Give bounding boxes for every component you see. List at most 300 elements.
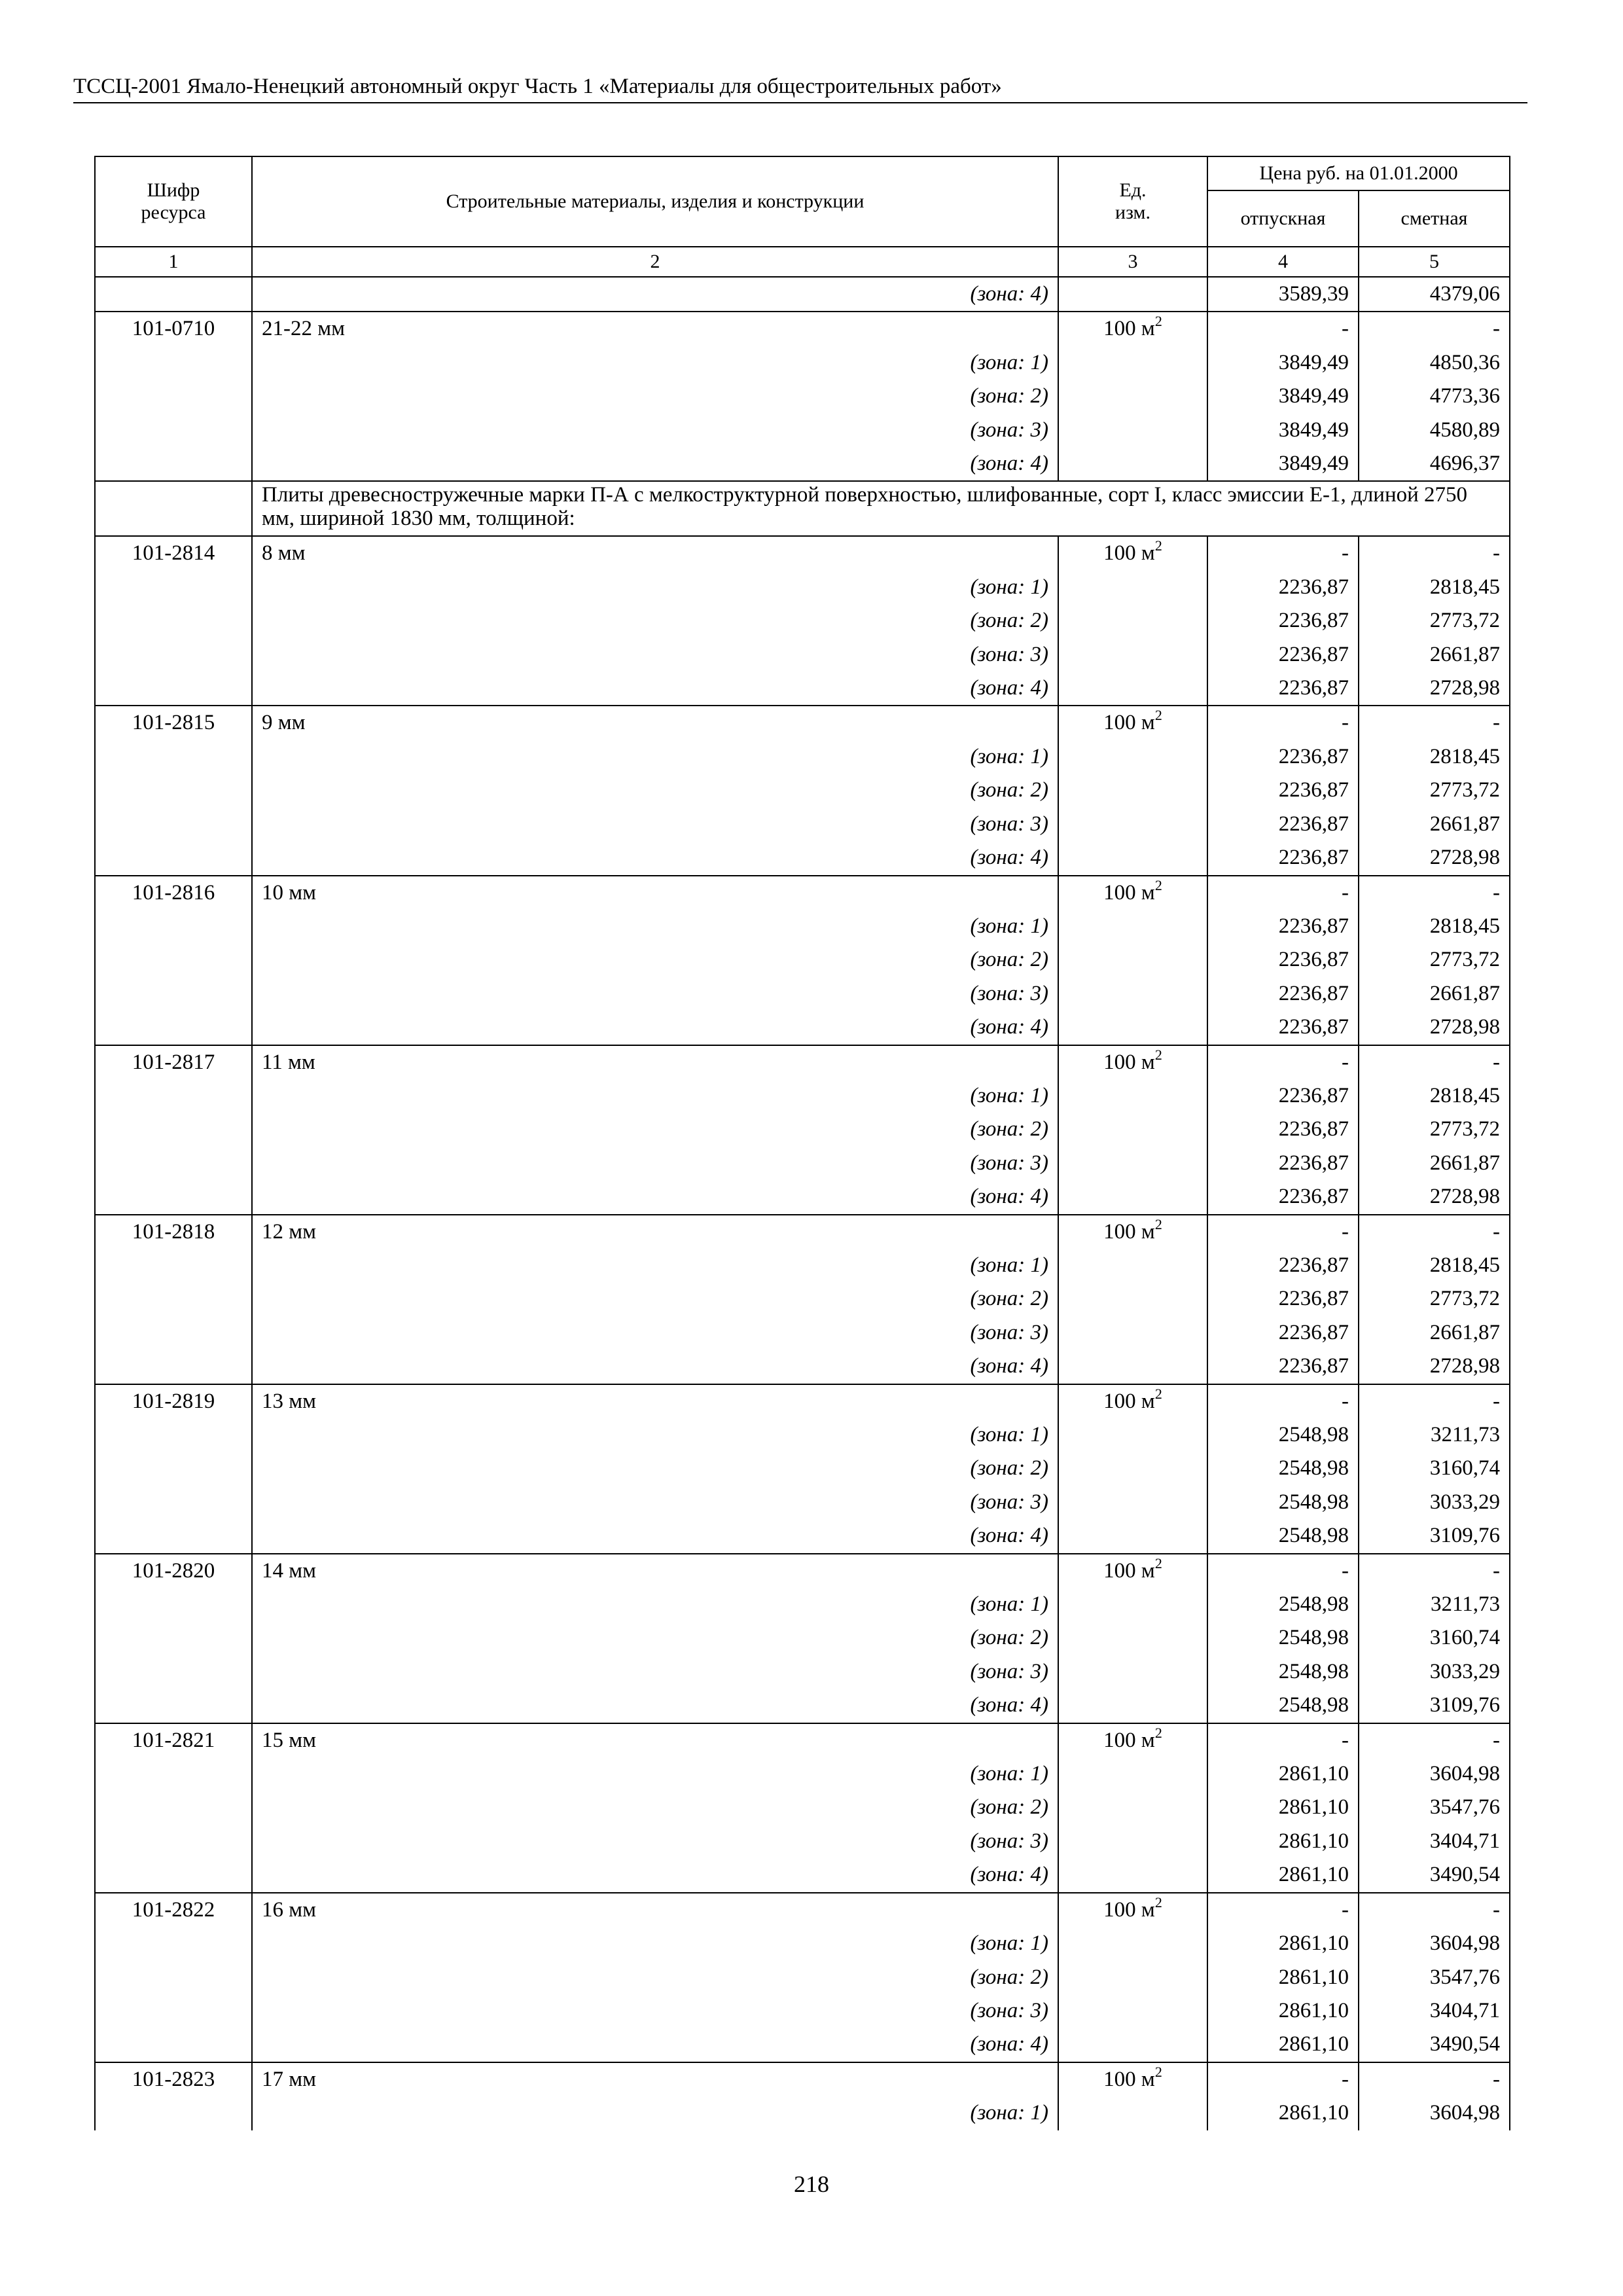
zone-cell: (зона: 2)	[252, 774, 1058, 807]
code-cell	[95, 1858, 252, 1892]
code-cell	[95, 346, 252, 380]
estimate-price-cell: 3547,76	[1359, 1791, 1510, 1824]
zone-cell: (зона: 2)	[252, 943, 1058, 977]
zone-row	[95, 841, 1510, 875]
zone-cell: (зона: 3)	[252, 1486, 1058, 1519]
release-price-cell: -	[1207, 1215, 1359, 1249]
code-cell	[95, 1689, 252, 1723]
code-cell: 101-2820	[95, 1554, 252, 1588]
unit-cell	[1058, 571, 1207, 604]
document-header: ТССЦ-2001 Ямало-Ненецкий автономный округ Часть 1 «Материалы для общестроительных работ»	[73, 73, 1527, 103]
zone-row	[95, 1282, 1510, 1316]
zone-row	[95, 1689, 1510, 1723]
code-cell	[95, 1621, 252, 1655]
estimate-price-cell: 2728,98	[1359, 1180, 1510, 1214]
zone-row	[95, 1927, 1510, 1960]
column-header-release-price: отпускная	[1207, 190, 1359, 247]
estimate-price-cell: 3490,54	[1359, 1858, 1510, 1892]
estimate-price-cell: -	[1359, 876, 1510, 910]
unit-cell	[1058, 740, 1207, 774]
unit-superscript: 2	[1154, 876, 1162, 893]
release-price-cell: 3849,49	[1207, 380, 1359, 413]
release-price-cell: 2236,87	[1207, 638, 1359, 672]
estimate-price-cell: -	[1359, 1045, 1510, 1079]
unit-cell	[1058, 1316, 1207, 1350]
estimate-price-cell: 2728,98	[1359, 1011, 1510, 1045]
code-cell	[95, 1316, 252, 1350]
estimate-price-cell: 2773,72	[1359, 774, 1510, 807]
estimate-price-cell: -	[1359, 1554, 1510, 1588]
zone-cell: (зона: 4)	[252, 1519, 1058, 1553]
release-price-cell: 2236,87	[1207, 943, 1359, 977]
table-body	[95, 277, 1510, 2130]
code-cell	[95, 977, 252, 1011]
zone-row	[95, 1011, 1510, 1045]
estimate-price-cell: 3490,54	[1359, 2028, 1510, 2062]
release-price-cell: 3849,49	[1207, 447, 1359, 481]
code-cell	[95, 1791, 252, 1824]
zone-cell: (зона: 3)	[252, 638, 1058, 672]
estimate-price-cell: 3033,29	[1359, 1655, 1510, 1689]
zone-cell: (зона: 4)	[252, 447, 1058, 481]
zone-cell: (зона: 4)	[252, 1689, 1058, 1723]
release-price-cell: 2548,98	[1207, 1452, 1359, 1485]
unit-superscript: 2	[1154, 537, 1162, 554]
estimate-price-cell: 3604,98	[1359, 1757, 1510, 1791]
unit-cell	[1058, 943, 1207, 977]
unit-cell	[1058, 604, 1207, 637]
release-price-cell: -	[1207, 876, 1359, 910]
code-cell	[95, 1588, 252, 1621]
unit-cell	[1058, 1621, 1207, 1655]
estimate-price-cell: 3211,73	[1359, 1418, 1510, 1452]
unit-cell	[1058, 1757, 1207, 1791]
item-row	[95, 1893, 1510, 1927]
code-cell	[95, 774, 252, 807]
zone-cell: (зона: 1)	[252, 1418, 1058, 1452]
unit-cell	[1058, 312, 1207, 346]
estimate-price-cell: 3109,76	[1359, 1519, 1510, 1553]
zone-cell: (зона: 3)	[252, 414, 1058, 447]
estimate-price-cell: 4696,37	[1359, 447, 1510, 481]
item-row	[95, 1554, 1510, 1588]
release-price-cell: 2548,98	[1207, 1621, 1359, 1655]
estimate-price-cell: 2773,72	[1359, 1113, 1510, 1146]
unit-superscript: 2	[1154, 1385, 1162, 1402]
unit-superscript: 2	[1154, 2063, 1162, 2080]
zone-cell: (зона: 4)	[252, 277, 1058, 312]
unit-cell	[1058, 2028, 1207, 2062]
estimate-price-cell: 3033,29	[1359, 1486, 1510, 1519]
code-cell: 101-2819	[95, 1384, 252, 1418]
zone-cell: (зона: 2)	[252, 1113, 1058, 1146]
item-row	[95, 1384, 1510, 1418]
zone-cell: (зона: 3)	[252, 1994, 1058, 2028]
estimate-price-cell: 4773,36	[1359, 380, 1510, 413]
unit-cell	[1058, 414, 1207, 447]
code-cell: 101-2821	[95, 1723, 252, 1757]
release-price-cell: -	[1207, 1723, 1359, 1757]
release-price-cell: 2236,87	[1207, 604, 1359, 637]
unit-cell	[1058, 1249, 1207, 1282]
zone-row	[95, 740, 1510, 774]
unit-text: 100 м	[1103, 880, 1155, 905]
estimate-price-cell: 2728,98	[1359, 672, 1510, 706]
release-price-cell: 2236,87	[1207, 977, 1359, 1011]
code-cell	[95, 1757, 252, 1791]
code-cell	[95, 604, 252, 637]
column-header-code: Шифр ресурса	[95, 156, 252, 247]
zone-row	[95, 1757, 1510, 1791]
zone-cell: (зона: 1)	[252, 571, 1058, 604]
release-price-cell: 2236,87	[1207, 672, 1359, 706]
name-cell: 21-22 мм	[252, 312, 1058, 346]
release-price-cell: 2236,87	[1207, 1316, 1359, 1350]
estimate-price-cell: 4379,06	[1359, 277, 1510, 312]
code-cell: 101-2817	[95, 1045, 252, 1079]
unit-superscript: 2	[1154, 1554, 1162, 1571]
release-price-cell: 2861,10	[1207, 1994, 1359, 2028]
code-cell	[95, 2096, 252, 2130]
unit-cell	[1058, 706, 1207, 740]
unit-cell	[1058, 1011, 1207, 1045]
zone-row	[95, 1147, 1510, 1180]
unit-cell	[1058, 2096, 1207, 2130]
unit-cell	[1058, 2062, 1207, 2096]
release-price-cell: 2236,87	[1207, 774, 1359, 807]
unit-cell	[1058, 1825, 1207, 1858]
zone-cell: (зона: 4)	[252, 1011, 1058, 1045]
name-cell: 13 мм	[252, 1384, 1058, 1418]
release-price-cell: 2236,87	[1207, 1249, 1359, 1282]
zone-cell: (зона: 4)	[252, 841, 1058, 875]
estimate-price-cell: 2661,87	[1359, 977, 1510, 1011]
zone-row	[95, 943, 1510, 977]
unit-superscript: 2	[1154, 1046, 1162, 1063]
zone-row	[95, 1858, 1510, 1892]
release-price-cell: 2548,98	[1207, 1519, 1359, 1553]
estimate-price-cell: 3404,71	[1359, 1994, 1510, 2028]
unit-cell	[1058, 1893, 1207, 1927]
code-cell	[95, 1282, 252, 1316]
unit-superscript: 2	[1154, 1893, 1162, 1910]
zone-cell: (зона: 2)	[252, 1791, 1058, 1824]
unit-superscript: 2	[1154, 313, 1162, 330]
zone-row	[95, 1655, 1510, 1689]
estimate-price-cell: 2818,45	[1359, 1079, 1510, 1113]
code-cell: 101-2814	[95, 536, 252, 570]
price-table	[94, 156, 1510, 2130]
zone-cell: (зона: 2)	[252, 1452, 1058, 1485]
unit-text: 100 м	[1103, 711, 1155, 735]
estimate-price-cell: -	[1359, 312, 1510, 346]
name-cell: 11 мм	[252, 1045, 1058, 1079]
zone-row	[95, 1180, 1510, 1214]
release-price-cell: 2548,98	[1207, 1588, 1359, 1621]
estimate-price-cell: 2773,72	[1359, 604, 1510, 637]
name-cell: 14 мм	[252, 1554, 1058, 1588]
unit-cell	[1058, 1418, 1207, 1452]
unit-text: 100 м	[1103, 1050, 1155, 1074]
release-price-cell: 2236,87	[1207, 808, 1359, 841]
estimate-price-cell: 2661,87	[1359, 808, 1510, 841]
estimate-price-cell: 2661,87	[1359, 638, 1510, 672]
unit-cell	[1058, 277, 1207, 312]
release-price-cell: 2236,87	[1207, 1282, 1359, 1316]
estimate-price-cell: -	[1359, 1215, 1510, 1249]
unit-text: 100 м	[1103, 1558, 1155, 1583]
zone-row	[95, 1249, 1510, 1282]
code-cell	[95, 841, 252, 875]
zone-cell: (зона: 2)	[252, 1961, 1058, 1994]
unit-cell	[1058, 1588, 1207, 1621]
name-cell: 12 мм	[252, 1215, 1058, 1249]
release-price-cell: 2236,87	[1207, 1350, 1359, 1384]
unit-text: 100 м	[1103, 1728, 1155, 1752]
estimate-price-cell: 3604,98	[1359, 2096, 1510, 2130]
unit-cell	[1058, 1180, 1207, 1214]
zone-cell: (зона: 4)	[252, 672, 1058, 706]
unit-cell	[1058, 1452, 1207, 1485]
unit-cell	[1058, 1384, 1207, 1418]
unit-cell	[1058, 808, 1207, 841]
column-number: 2	[252, 247, 1058, 277]
name-cell: 10 мм	[252, 876, 1058, 910]
unit-text: 100 м	[1103, 1389, 1155, 1413]
code-cell	[95, 740, 252, 774]
estimate-price-cell: 4850,36	[1359, 346, 1510, 380]
release-price-cell: 2236,87	[1207, 910, 1359, 943]
code-cell: 101-2815	[95, 706, 252, 740]
zone-cell: (зона: 4)	[252, 2028, 1058, 2062]
zone-cell: (зона: 1)	[252, 740, 1058, 774]
code-cell	[95, 910, 252, 943]
zone-row	[95, 1519, 1510, 1553]
zone-row	[95, 1791, 1510, 1824]
zone-row	[95, 1316, 1510, 1350]
estimate-price-cell: 2728,98	[1359, 1350, 1510, 1384]
release-price-cell: 3849,49	[1207, 346, 1359, 380]
unit-cell	[1058, 1045, 1207, 1079]
unit-cell	[1058, 346, 1207, 380]
estimate-price-cell: 2818,45	[1359, 1249, 1510, 1282]
zone-row	[95, 414, 1510, 447]
zone-cell: (зона: 4)	[252, 1858, 1058, 1892]
release-price-cell: 2861,10	[1207, 1858, 1359, 1892]
zone-row	[95, 638, 1510, 672]
release-price-cell: 2548,98	[1207, 1655, 1359, 1689]
unit-cell	[1058, 380, 1207, 413]
zone-cell: (зона: 1)	[252, 1588, 1058, 1621]
zone-row	[95, 1961, 1510, 1994]
unit-cell	[1058, 638, 1207, 672]
estimate-price-cell: 2661,87	[1359, 1147, 1510, 1180]
unit-cell	[1058, 910, 1207, 943]
zone-row	[95, 1994, 1510, 2028]
unit-text: 100 м	[1103, 541, 1155, 565]
code-cell	[95, 1113, 252, 1146]
estimate-price-cell: 2818,45	[1359, 910, 1510, 943]
code-cell	[95, 1927, 252, 1960]
code-cell	[95, 1249, 252, 1282]
unit-cell	[1058, 672, 1207, 706]
estimate-price-cell: -	[1359, 536, 1510, 570]
zone-row	[95, 1486, 1510, 1519]
unit-cell	[1058, 1282, 1207, 1316]
column-header-estimate-price: сметная	[1359, 190, 1510, 247]
zone-row	[95, 2096, 1510, 2130]
estimate-price-cell: 2773,72	[1359, 943, 1510, 977]
zone-cell: (зона: 1)	[252, 1249, 1058, 1282]
estimate-price-cell: 3404,71	[1359, 1825, 1510, 1858]
code-cell	[95, 414, 252, 447]
zone-row	[95, 1113, 1510, 1146]
estimate-price-cell: 3211,73	[1359, 1588, 1510, 1621]
release-price-cell: 2236,87	[1207, 571, 1359, 604]
unit-superscript: 2	[1154, 1215, 1162, 1232]
release-price-cell: 2236,87	[1207, 1079, 1359, 1113]
unit-text: 100 м	[1103, 2067, 1155, 2091]
code-cell	[95, 571, 252, 604]
unit-superscript: 2	[1154, 1724, 1162, 1741]
release-price-cell: 2861,10	[1207, 1961, 1359, 1994]
code-cell	[95, 1961, 252, 1994]
zone-row	[95, 571, 1510, 604]
estimate-price-cell: 3547,76	[1359, 1961, 1510, 1994]
zone-cell: (зона: 1)	[252, 1079, 1058, 1113]
zone-row	[95, 1079, 1510, 1113]
release-price-cell: 2236,87	[1207, 841, 1359, 875]
unit-cell	[1058, 1350, 1207, 1384]
unit-cell	[1058, 1147, 1207, 1180]
unit-cell	[1058, 876, 1207, 910]
code-cell	[95, 2028, 252, 2062]
column-number: 1	[95, 247, 252, 277]
estimate-price-cell: 3160,74	[1359, 1452, 1510, 1485]
unit-text: 100 м	[1103, 1897, 1155, 1922]
code-cell: 101-2822	[95, 1893, 252, 1927]
zone-row	[95, 672, 1510, 706]
release-price-cell: 2548,98	[1207, 1418, 1359, 1452]
zone-cell: (зона: 2)	[252, 380, 1058, 413]
estimate-price-cell: 3160,74	[1359, 1621, 1510, 1655]
estimate-price-cell: 2661,87	[1359, 1316, 1510, 1350]
code-cell	[95, 1350, 252, 1384]
zone-row	[95, 277, 1510, 312]
code-cell	[95, 1825, 252, 1858]
zone-row	[95, 1588, 1510, 1621]
code-cell	[95, 1011, 252, 1045]
column-number: 3	[1058, 247, 1207, 277]
zone-row	[95, 346, 1510, 380]
zone-cell: (зона: 2)	[252, 604, 1058, 637]
release-price-cell: 3849,49	[1207, 414, 1359, 447]
unit-cell	[1058, 841, 1207, 875]
release-price-cell: 2236,87	[1207, 1180, 1359, 1214]
column-number: 5	[1359, 247, 1510, 277]
code-cell	[95, 1079, 252, 1113]
code-cell: 101-2823	[95, 2062, 252, 2096]
estimate-price-cell: -	[1359, 1384, 1510, 1418]
zone-row	[95, 604, 1510, 637]
release-price-cell: -	[1207, 1384, 1359, 1418]
zone-row	[95, 380, 1510, 413]
unit-cell	[1058, 1723, 1207, 1757]
item-row	[95, 706, 1510, 740]
item-row	[95, 312, 1510, 346]
release-price-cell: -	[1207, 706, 1359, 740]
estimate-price-cell: 4580,89	[1359, 414, 1510, 447]
zone-row	[95, 447, 1510, 481]
column-header-unit: Ед. изм.	[1058, 156, 1207, 247]
zone-cell: (зона: 3)	[252, 808, 1058, 841]
code-cell	[95, 1994, 252, 2028]
release-price-cell: 2861,10	[1207, 1927, 1359, 1960]
code-cell	[95, 277, 252, 312]
estimate-price-cell: -	[1359, 1723, 1510, 1757]
name-cell: 9 мм	[252, 706, 1058, 740]
group-heading-row	[95, 481, 1510, 536]
zone-cell: (зона: 1)	[252, 346, 1058, 380]
code-cell	[95, 638, 252, 672]
zone-cell: (зона: 3)	[252, 1825, 1058, 1858]
column-number: 4	[1207, 247, 1359, 277]
code-cell	[95, 1486, 252, 1519]
estimate-price-cell: 2818,45	[1359, 571, 1510, 604]
name-cell: 15 мм	[252, 1723, 1058, 1757]
zone-cell: (зона: 2)	[252, 1621, 1058, 1655]
unit-cell	[1058, 1486, 1207, 1519]
estimate-price-cell: -	[1359, 2062, 1510, 2096]
zone-row	[95, 774, 1510, 807]
group-description: Плиты древесностружечные марки П-А с мелкоструктурной поверхностью, шлифованные, сорт I, класс эмиссии Е-1, длиной 2750 мм, шириной 1830 мм, толщиной:	[252, 481, 1510, 536]
unit-cell	[1058, 447, 1207, 481]
unit-cell	[1058, 1655, 1207, 1689]
release-price-cell: 2861,10	[1207, 1825, 1359, 1858]
release-price-cell: 2236,87	[1207, 1011, 1359, 1045]
unit-cell	[1058, 1927, 1207, 1960]
code-cell	[95, 1418, 252, 1452]
zone-row	[95, 1350, 1510, 1384]
unit-text: 100 м	[1103, 1219, 1155, 1244]
code-cell	[95, 1180, 252, 1214]
release-price-cell: 2548,98	[1207, 1689, 1359, 1723]
zone-cell: (зона: 1)	[252, 2096, 1058, 2130]
unit-cell	[1058, 774, 1207, 807]
zone-cell: (зона: 1)	[252, 1757, 1058, 1791]
unit-cell	[1058, 977, 1207, 1011]
release-price-cell: -	[1207, 312, 1359, 346]
release-price-cell: 2236,87	[1207, 1147, 1359, 1180]
code-cell	[95, 1147, 252, 1180]
column-header-name: Строительные материалы, изделия и конструкции	[252, 156, 1058, 247]
unit-cell	[1058, 1079, 1207, 1113]
code-cell	[95, 447, 252, 481]
unit-cell	[1058, 1554, 1207, 1588]
unit-cell	[1058, 1113, 1207, 1146]
estimate-price-cell: 2818,45	[1359, 740, 1510, 774]
zone-row	[95, 977, 1510, 1011]
unit-cell	[1058, 1858, 1207, 1892]
estimate-price-cell: 3604,98	[1359, 1927, 1510, 1960]
release-price-cell: 2236,87	[1207, 1113, 1359, 1146]
name-cell: 16 мм	[252, 1893, 1058, 1927]
zone-row	[95, 1621, 1510, 1655]
estimate-price-cell: -	[1359, 1893, 1510, 1927]
release-price-cell: -	[1207, 1893, 1359, 1927]
page-number: 218	[794, 2171, 829, 2197]
zone-row	[95, 1825, 1510, 1858]
